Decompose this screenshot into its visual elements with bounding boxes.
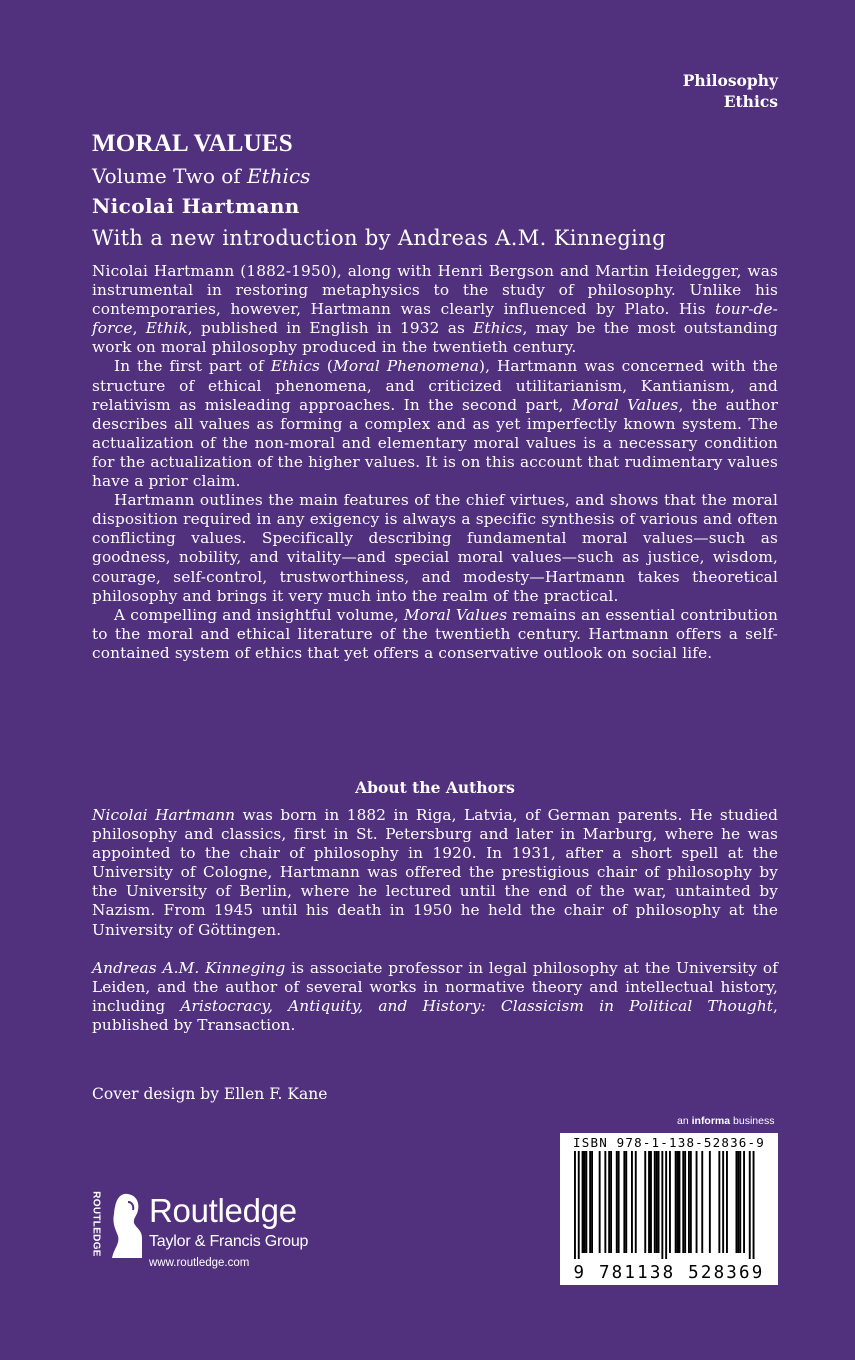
barcode-bar	[669, 1151, 671, 1253]
barcode-bars	[574, 1151, 764, 1259]
barcode-bar	[661, 1151, 663, 1259]
barcode-bar	[753, 1151, 755, 1259]
italic-text: Ethik	[145, 319, 188, 338]
italic-text: Ethics	[270, 357, 321, 376]
barcode-bar	[726, 1151, 728, 1253]
barcode-bar	[585, 1151, 587, 1253]
informa-suffix: business	[730, 1115, 775, 1127]
barcode-bar	[644, 1151, 646, 1253]
description-paragraph	[92, 606, 778, 663]
barcode-bar	[648, 1151, 650, 1253]
subject-categories	[683, 70, 778, 112]
text-run: , published in English in 1932 as	[187, 319, 474, 338]
barcode-bar	[739, 1151, 741, 1253]
barcode-bar	[616, 1151, 618, 1253]
category-ethics: Ethics	[723, 92, 778, 111]
barcode-bar	[665, 1151, 667, 1259]
introduction-credit: With a new introduction by Andreas A.M. Kinneging	[92, 226, 666, 250]
italic-text: Nicolai Hartmann	[92, 806, 236, 824]
text-run: In the first part of	[114, 357, 271, 376]
barcode-bar	[696, 1151, 698, 1253]
vertical-text: ROUTLEDGE	[90, 1191, 102, 1257]
barcode-bar	[709, 1151, 711, 1253]
bio-paragraph	[92, 959, 778, 1035]
text-run: Hartmann outlines the main features of the chief virtues, and shows that the moral disposition required in any exigency is always a specific synthesis of various and often conflicting values. Specifically describing fundamental moral values—such as goodness, nobility, and vitality—and special moral values—such as justice, wisdom, courage, self-control, trustworthiness, and modesty—Hartmann takes theoretical philosophy and brings it very much into the realm of the practical.	[92, 491, 778, 605]
barcode-bar	[675, 1151, 677, 1253]
text-run: , may be the most outstanding work on moral philosophy produced in the twentieth century.	[92, 319, 779, 357]
barcode-bar	[610, 1151, 612, 1253]
text-run: ), Hartmann was concerned with the structure of ethical phenomena, and criticized utilitarianism, Kantianism, and relativism as misleading approaches. In the second part,	[92, 357, 778, 414]
barcode-bar	[679, 1151, 681, 1253]
barcode-bar	[743, 1151, 745, 1253]
italic-text: Moral Values	[403, 605, 508, 624]
informa-prefix: an	[677, 1115, 692, 1127]
italic-text: Andreas A.M. Kinneging	[92, 958, 286, 977]
barcode-bar	[623, 1151, 625, 1253]
barcode-bar	[608, 1151, 610, 1253]
barcode-bar	[737, 1151, 739, 1253]
barcode-bar	[736, 1151, 738, 1253]
barcode-bar	[718, 1151, 720, 1253]
isbn-barcode	[560, 1133, 778, 1285]
isbn-label: ISBN 978-1-138-52836-9	[573, 1135, 765, 1150]
barcode-bar	[599, 1151, 601, 1253]
text-run: (	[320, 357, 334, 376]
category-philosophy: Philosophy	[682, 71, 778, 90]
text-run: Nicolai Hartmann (1882-1950), along with Henri Bergson and Martin Heidegger, was instrumental in restoring metaphysics to the study of philosophy. Unlike his contemporaries, however, Hartmann was clearly influenced by Plato. His	[92, 262, 778, 319]
description-paragraph	[92, 357, 778, 491]
publisher-group: Taylor & Francis Group	[149, 1233, 309, 1250]
barcode-bar	[578, 1151, 580, 1259]
informa-business-tag	[677, 1115, 774, 1127]
italic-text: Moral Values	[571, 395, 679, 414]
routledge-vertical-label	[86, 1188, 106, 1260]
barcode-bar	[688, 1151, 690, 1253]
barcode-bar	[625, 1151, 627, 1253]
barcode-bar	[677, 1151, 679, 1253]
cover-design-credit: Cover design by Ellen F. Kane	[92, 1085, 328, 1103]
text-run: ,	[132, 319, 146, 338]
barcode-bar	[658, 1151, 660, 1253]
text-run: remains an essential contribution to the moral and ethical literature of the twentieth century. Hartmann offers a self-contained system of ethics that yet offers a conservative outlook on social life.	[92, 605, 778, 662]
book-description	[92, 262, 778, 663]
barcode-bar	[701, 1151, 703, 1253]
barcode-bar	[650, 1151, 652, 1253]
routledge-bust-icon	[106, 1190, 146, 1260]
bio-paragraph	[92, 806, 778, 940]
italic-text: tour-de-force	[92, 300, 778, 338]
barcode-bar	[604, 1151, 606, 1253]
publisher-name: Routledge	[149, 1192, 297, 1229]
routledge-logo	[86, 1188, 346, 1278]
text-run: A compelling and insightful volume,	[114, 605, 404, 624]
text-run: is associate professor in legal philosophy at the University of Leiden, and the author of several works in normative theory and intellectual history, including	[92, 958, 778, 1015]
author-bios	[92, 806, 778, 1054]
italic-text: Ethics	[473, 319, 523, 338]
subtitle-italic: Ethics	[247, 164, 311, 188]
barcode-bar	[749, 1151, 751, 1259]
barcode-bar	[690, 1151, 692, 1253]
text-run: was born in 1882 in Riga, Latvia, of German parents. He studied philosophy and classics, first in St. Petersburg and later in Marburg, where he was appointed to the chair of philosophy in 1920. In 1931, after a short spell at the University of Cologne, Hartmann was offered the prestigious chair of philosophy by the University of Berlin, where he lectured until the end of the war, untainted by Nazism. From 1945 until his death in 1950 he held the chair of philosophy at the University of Göttingen.	[92, 806, 778, 939]
informa-bold: informa	[691, 1115, 731, 1127]
barcode-bar	[618, 1151, 620, 1253]
book-author: Nicolai Hartmann	[92, 194, 300, 218]
barcode-bar	[582, 1151, 584, 1253]
barcode-bar	[684, 1151, 686, 1253]
barcode-bar	[635, 1151, 637, 1253]
barcode-bar	[682, 1151, 684, 1253]
barcode-bar	[584, 1151, 586, 1253]
barcode-bar	[631, 1151, 633, 1253]
italic-text: Aristocracy, Antiquity, and History: Classicism in Political Thought	[180, 996, 774, 1015]
publisher-url[interactable]: www.routledge.com	[149, 1257, 250, 1269]
book-title: MORAL VALUES	[92, 130, 293, 157]
barcode-bar	[656, 1151, 658, 1253]
barcode-digits: 9 781138 528369	[573, 1263, 765, 1283]
text-run: , the author describes all values as forming a complex and as yet imperfectly known system. The actualization of the non-moral and elementary moral values is a necessary condition for the actualization of the higher values. It is on this account that rudimentary values have a prior claim.	[92, 395, 778, 491]
barcode-bar	[722, 1151, 724, 1253]
barcode-bar	[591, 1151, 593, 1253]
about-authors-heading: About the Authors	[355, 778, 515, 797]
description-paragraph	[92, 491, 778, 606]
text-run: , published by Transaction.	[92, 996, 778, 1034]
subtitle-prefix: Volume Two of	[92, 164, 248, 188]
barcode-bar	[654, 1151, 656, 1253]
italic-text: Moral Phenomena	[333, 357, 479, 376]
book-subtitle	[92, 164, 310, 188]
barcode-bar	[589, 1151, 591, 1253]
description-paragraph	[92, 262, 778, 357]
barcode-bar	[574, 1151, 576, 1259]
